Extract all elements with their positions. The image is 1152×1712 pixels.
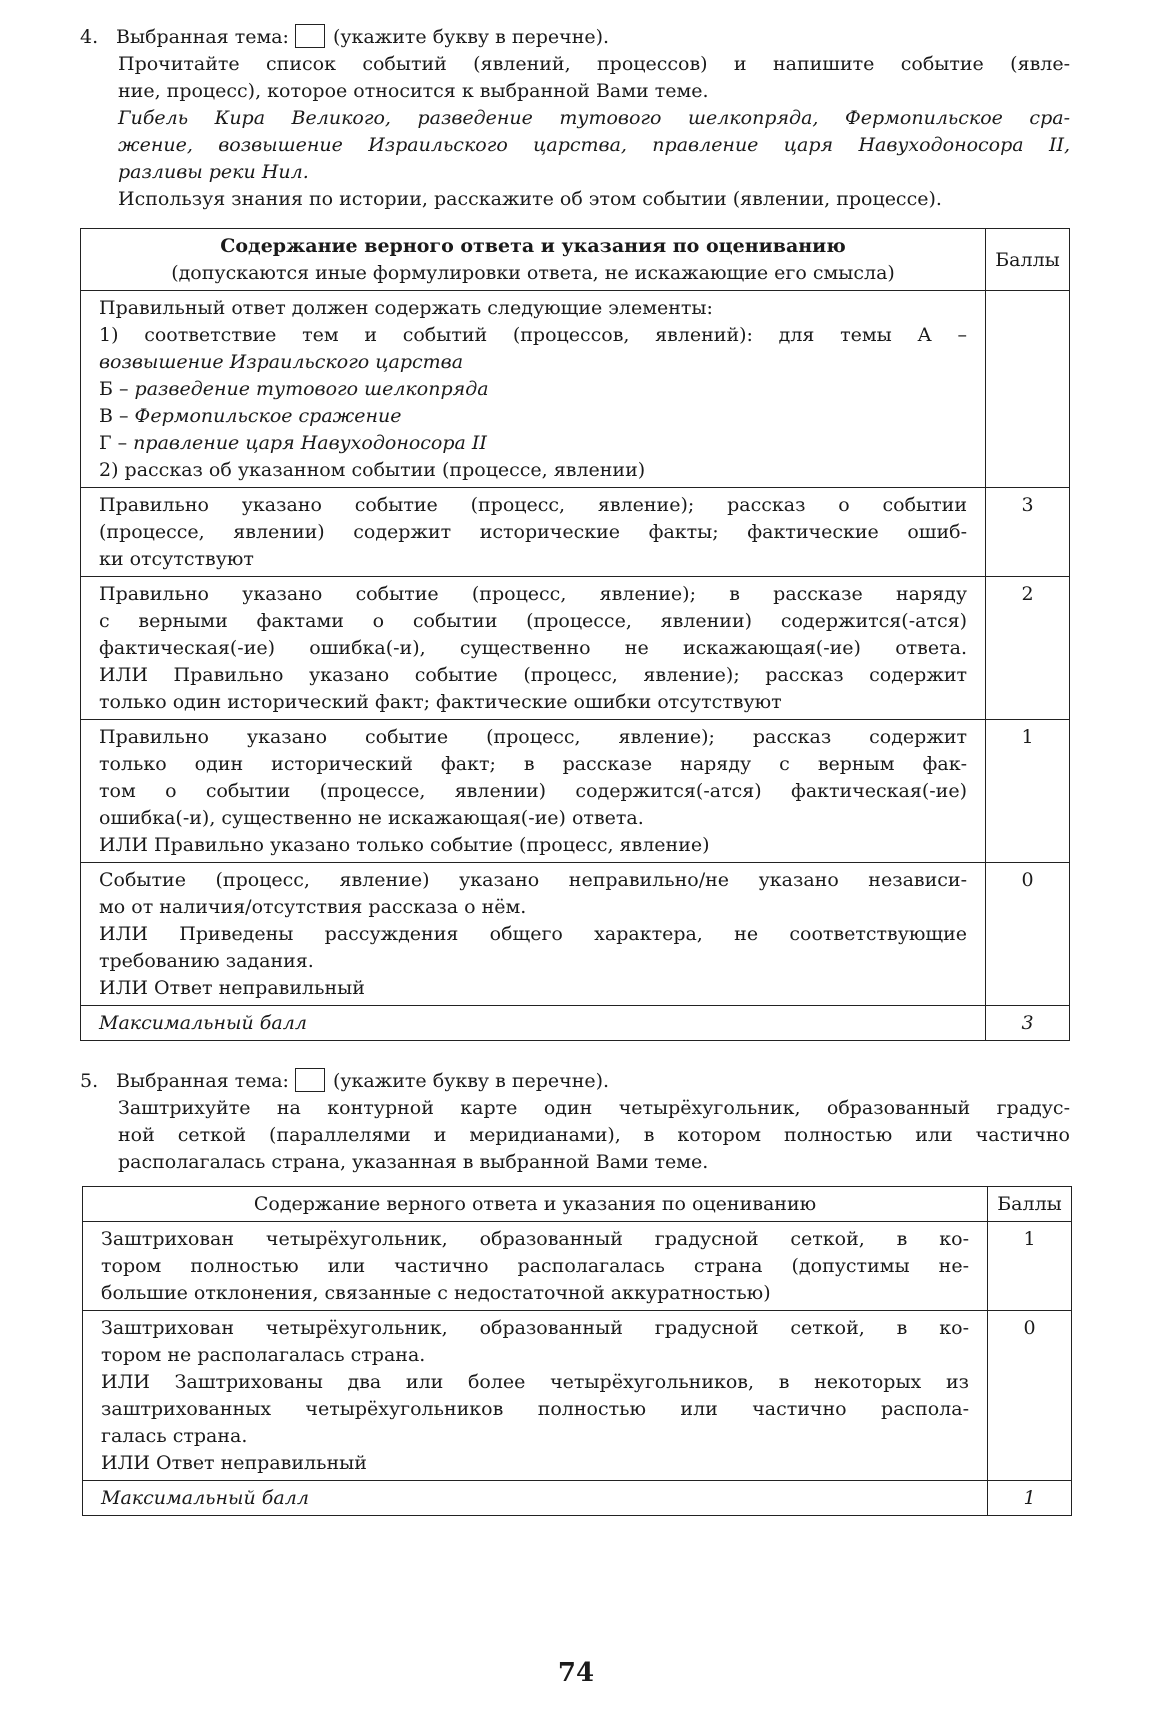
task-4-chosen-label: Выбранная тема:: [116, 26, 289, 48]
answer-line: [99, 403, 967, 430]
task-5-number: 5.: [80, 1070, 99, 1092]
max-score-row: [83, 1481, 1072, 1516]
score-cell: 2: [986, 577, 1070, 720]
max-score-value: 1: [988, 1481, 1072, 1516]
task-4-final-instruction: Используя знания по истории, расскажите об этом событии (явлении, процессе).: [118, 188, 942, 210]
criterion-cell: [83, 1311, 988, 1481]
task-5: [80, 1068, 1070, 1176]
criterion-line: только один исторический факт; в рассказе наряду с верным фак-: [99, 753, 967, 775]
criterion-cell: [81, 577, 986, 720]
criterion-line: большие отклонения, связанные с недостаточной аккуратностью): [101, 1282, 771, 1304]
criterion-line: ИЛИ Правильно указано только событие (процесс, явление): [99, 834, 710, 856]
criterion-line: Заштрихован четырёхугольник, образованный градусной сеткой, в ко-: [101, 1228, 969, 1250]
table-row: [83, 1222, 1072, 1311]
table-header-row: [83, 1187, 1072, 1222]
score-cell: [986, 291, 1070, 488]
criterion-line: Правильно указано событие (процесс, явление); рассказ о событии: [99, 494, 967, 516]
answer-line: Правильный ответ должен содержать следующие элементы:: [99, 297, 713, 319]
answer-event: правление царя Навуходоносора II: [133, 432, 487, 454]
page-number: 74: [557, 1658, 595, 1688]
max-score-label: Максимальный балл: [83, 1481, 988, 1516]
max-score-label: Максимальный балл: [81, 1006, 986, 1041]
answer-line: возвышение Израильского царства: [99, 351, 464, 373]
task-4-chosen-hint: (укажите букву в перечне).: [332, 26, 610, 48]
criterion-line: ИЛИ Приведены рассуждения общего характера, не соответствующие: [99, 923, 967, 945]
task-5-instruction-line: Заштрихуйте на контурной карте один четырёхугольник, образованный градус-: [118, 1097, 1070, 1119]
score-cell: 3: [986, 488, 1070, 577]
task-4-criteria-table: [80, 228, 1070, 1041]
score-header: Баллы: [988, 1187, 1072, 1222]
criterion-line: галась страна.: [101, 1425, 248, 1447]
criterion-line: ошибка(-и), существенно не искажающая(-ие) ответа.: [99, 807, 644, 829]
criterion-line: тором не располагалась страна.: [101, 1344, 426, 1366]
answer-letter: В –: [99, 405, 135, 427]
table-row: [81, 488, 1070, 577]
task-4-list-line: разливы реки Нил.: [118, 161, 309, 183]
criterion-line: том о событии (процессе, явлении) содержится(-атся) фактическая(-ие): [99, 780, 967, 802]
table-row: [81, 863, 1070, 1006]
answer-line: [99, 430, 967, 457]
criteria-header-note: (допускаются иные формулировки ответа, не искажающие его смысла): [171, 262, 895, 284]
task-5-chosen-label: Выбранная тема:: [116, 1070, 289, 1092]
criterion-cell: [81, 863, 986, 1006]
task-5-criteria-table: [82, 1186, 1072, 1516]
answer-elements-row: [81, 291, 1070, 488]
table-row: [81, 720, 1070, 863]
score-cell: 0: [986, 863, 1070, 1006]
score-cell: 1: [988, 1222, 1072, 1311]
task-4-instruction-line: ние, процесс), которое относится к выбранной Вами теме.: [118, 80, 709, 102]
criterion-line: фактическая(-ие) ошибка(-и), существенно не искажающая(-ие) ответа.: [99, 637, 967, 659]
max-score-row: [81, 1006, 1070, 1041]
task-4-answer-box[interactable]: [295, 24, 325, 48]
score-cell: 1: [986, 720, 1070, 863]
criterion-line: ИЛИ Ответ неправильный: [99, 977, 365, 999]
criterion-line: Правильно указано событие (процесс, явление); рассказ содержит: [99, 726, 967, 748]
criterion-line: мо от наличия/отсутствия рассказа о нём.: [99, 896, 527, 918]
task-4: [80, 24, 1070, 213]
answer-line: 2) рассказ об указанном событии (процессе, явлении): [99, 459, 646, 481]
max-score-value: 3: [986, 1006, 1070, 1041]
criterion-line: с верными фактами о событии (процессе, явлении) содержится(-атся): [99, 610, 967, 632]
criterion-line: Правильно указано событие (процесс, явление); в рассказе наряду: [99, 583, 967, 605]
answer-elements-cell: [81, 291, 986, 488]
criterion-line: ки отсутствуют: [99, 548, 254, 570]
task-4-heading: [80, 24, 1070, 51]
task-4-list-line: жение, возвышение Израильского царства, правление царя Навуходоносора II,: [118, 134, 1070, 156]
score-header: Баллы: [986, 229, 1070, 291]
table-header-row: [81, 229, 1070, 291]
criterion-line: тором полностью или частично располагалась страна (допустимы не-: [101, 1255, 969, 1277]
task-4-list-line: Гибель Кира Великого, разведение тутового шелкопряда, Фермопильское сра-: [118, 107, 1070, 129]
task-5-instruction-line: располагалась страна, указанная в выбранной Вами теме.: [118, 1151, 709, 1173]
criterion-line: (процессе, явлении) содержит исторические факты; фактические ошиб-: [99, 521, 967, 543]
table-row: [81, 577, 1070, 720]
task-5-heading: [80, 1068, 1070, 1095]
score-cell: 0: [988, 1311, 1072, 1481]
table-row: [83, 1311, 1072, 1481]
criterion-cell: [81, 488, 986, 577]
task-4-number: 4.: [80, 26, 99, 48]
criterion-line: только один исторический факт; фактические ошибки отсутствуют: [99, 691, 782, 713]
criterion-cell: [83, 1222, 988, 1311]
criterion-line: заштрихованных четырёхугольников полностью или частично распола-: [101, 1398, 969, 1420]
criterion-line: ИЛИ Правильно указано событие (процесс, явление); рассказ содержит: [99, 664, 967, 686]
answer-line: [99, 376, 967, 403]
answer-letter: Г –: [99, 432, 134, 454]
criterion-line: ИЛИ Ответ неправильный: [101, 1452, 367, 1474]
answer-letter: Б –: [99, 378, 135, 400]
task-4-instruction-line: Прочитайте список событий (явлений, процессов) и напишите событие (явле-: [118, 53, 1070, 75]
criteria-header-title: Содержание верного ответа и указания по оцениванию: [83, 1187, 988, 1222]
criteria-header-title: Содержание верного ответа и указания по оцениванию: [220, 235, 846, 257]
criterion-line: ИЛИ Заштрихованы два или более четырёхугольников, в некоторых из: [101, 1371, 969, 1393]
task-5-chosen-hint: (укажите букву в перечне).: [332, 1070, 610, 1092]
criteria-header: [81, 229, 986, 291]
answer-event: разведение тутового шелкопряда: [134, 378, 489, 400]
answer-event: Фермопильское сражение: [134, 405, 402, 427]
criterion-line: требованию задания.: [99, 950, 314, 972]
criterion-line: Заштрихован четырёхугольник, образованный градусной сеткой, в ко-: [101, 1317, 969, 1339]
answer-line: 1) соответствие тем и событий (процессов, явлений): для темы А –: [99, 324, 967, 346]
task-5-instruction-line: ной сеткой (параллелями и меридианами), в котором полностью или частично: [118, 1124, 1070, 1146]
criterion-line: Событие (процесс, явление) указано неправильно/не указано независи-: [99, 869, 967, 891]
task-5-answer-box[interactable]: [295, 1068, 325, 1092]
criterion-cell: [81, 720, 986, 863]
